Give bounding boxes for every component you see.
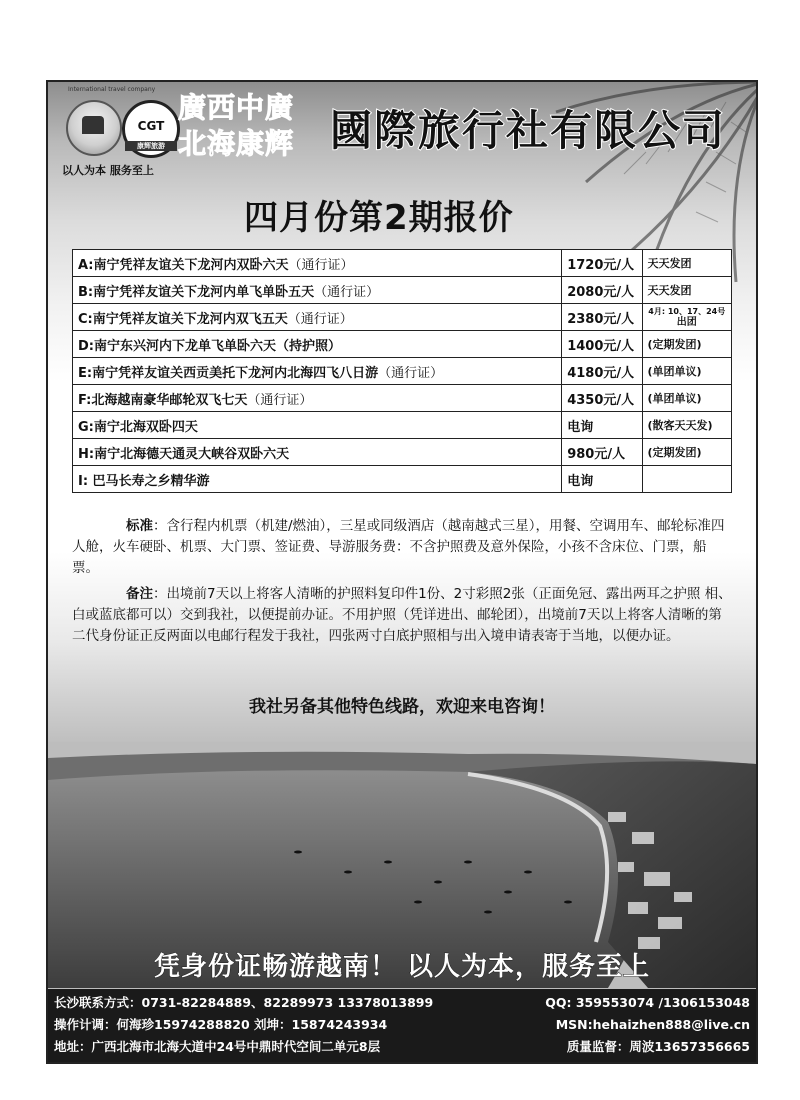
contact-row — [54, 1037, 750, 1057]
note-cell: (单团单议) — [642, 358, 731, 385]
note-cell — [642, 304, 731, 331]
company-name: 國際旅行社有限公司 — [330, 106, 727, 155]
price-cell: 980元/人 — [562, 439, 642, 466]
price-table — [72, 249, 732, 493]
table-row — [73, 385, 732, 412]
company-name-line1: 廣西中廣 — [178, 91, 295, 124]
route-name: A:南宁凭祥友谊关下龙河内双卧六天 — [78, 257, 289, 273]
route-permit: （通行证） — [288, 257, 354, 273]
route-permit: （通行证） — [378, 365, 444, 381]
company-name-line2: 北海康辉 — [178, 127, 295, 160]
route-cell — [73, 277, 562, 304]
poster — [46, 80, 758, 1064]
route-name: B:南宁凭祥友谊关下龙河内单飞单卧五天 — [78, 284, 315, 300]
note-cell: 天天发团 — [642, 250, 731, 277]
table-row — [73, 466, 732, 493]
route-cell — [73, 385, 562, 412]
price-cell: 1720元/人 — [562, 250, 642, 277]
route-permit: （通行证） — [314, 284, 380, 300]
route-permit: （通行证） — [247, 392, 313, 408]
qq-contact: QQ: 359553074 /1306153048 — [545, 995, 750, 1010]
price-cell: 2080元/人 — [562, 277, 642, 304]
route-cell — [73, 250, 562, 277]
route-name: F:北海越南豪华邮轮双飞七天 — [78, 392, 248, 408]
contact-row — [54, 1015, 750, 1035]
note-cell: (散客天天发) — [642, 412, 731, 439]
price-cell: 2380元/人 — [562, 304, 642, 331]
price-cell: 电询 — [562, 412, 642, 439]
price-cell: 1400元/人 — [562, 331, 642, 358]
standard-label: 标准 — [126, 518, 153, 534]
route-name: H:南宁北海德天通灵大峡谷双卧六天 — [78, 446, 290, 462]
page-title: 四月份第2期报价 — [244, 198, 514, 238]
invite-text: 我社另备其他特色线路，欢迎来电咨询！ — [249, 697, 555, 717]
remark-paragraph — [72, 584, 732, 647]
price-cell: 电询 — [562, 466, 642, 493]
remark-text: ：出境前7天以上将客人清晰的护照料复印件1份、2寸彩照2张（正面免冠、露出两耳之护照 相、白或蓝底都可以）交到我社，以便提前办证。不用护照（凭详进出、邮轮团），出境前7天以上将客人清晰的第二代身份证正反两面以电邮行程发于我社，四张两寸白底护照相与出入境申请表寄于当地，以便办证。 — [72, 586, 732, 644]
logos — [62, 96, 180, 158]
note-dates: 4月: 10、17、24号 — [648, 307, 726, 316]
route-cell — [73, 331, 562, 358]
route-cell — [73, 439, 562, 466]
table-row — [73, 412, 732, 439]
msn-contact: MSN:hehaizhen888@live.cn — [555, 1017, 750, 1032]
address: 地址：广西北海市北海大道中24号中鼎时代空间二单元8层 — [54, 1039, 381, 1054]
standard-paragraph — [72, 516, 732, 579]
note-cell: 天天发团 — [642, 277, 731, 304]
route-cell — [73, 358, 562, 385]
contact-bar — [48, 989, 756, 1062]
cgt-logo-text: CGT — [137, 119, 165, 133]
note-cell: (定期发团) — [642, 331, 731, 358]
route-permit: （通行证） — [287, 311, 353, 327]
price-cell: 4180元/人 — [562, 358, 642, 385]
footer-slogan: 凭身份证畅游越南！ 以人为本，服务至上 — [153, 952, 651, 982]
cgt-logo-subtext: 康辉旅游 — [125, 141, 177, 151]
table-row — [73, 331, 732, 358]
note-cell — [642, 466, 731, 493]
route-name: I: 巴马长寿之乡精华游 — [78, 473, 210, 489]
route-name: D:南宁东兴河内下龙单飞单卧六天（持护照） — [78, 338, 341, 354]
gate-logo-icon — [66, 100, 122, 156]
route-cell — [73, 412, 562, 439]
quality-supervisor: 质量监督：周波13657356665 — [566, 1039, 750, 1054]
route-name: E:南宁凭祥友谊关西贡美托下龙河内北海四飞八日游 — [78, 365, 379, 381]
table-row — [73, 304, 732, 331]
operators-contact: 操作计调：何海珍15974288820 刘坤：15874243934 — [54, 1017, 388, 1032]
contact-row — [54, 993, 750, 1013]
logo-slogan: 以人为本 服务至上 — [62, 164, 154, 177]
table-row — [73, 358, 732, 385]
cgt-logo — [122, 100, 180, 158]
table-row — [73, 439, 732, 466]
route-name: C:南宁凭祥友谊关下龙河内双飞五天 — [78, 311, 288, 327]
route-cell — [73, 304, 562, 331]
table-row — [73, 277, 732, 304]
note-cell: (单团单议) — [642, 385, 731, 412]
route-name: G:南宁北海双卧四天 — [78, 419, 198, 435]
remark-label: 备注 — [126, 586, 153, 602]
table-row — [73, 250, 732, 277]
standard-text: ：含行程内机票（机建/燃油），三星或同级酒店（越南越式三星），用餐、空调用车、邮轮标准四人舱，火车硬卧、机票、大门票、签证费、导游服务费：不含护照费及意外保险，小孩不含床位、门票，船票。 — [72, 518, 725, 576]
price-cell: 4350元/人 — [562, 385, 642, 412]
route-cell — [73, 466, 562, 493]
company-name-short — [178, 90, 294, 162]
changsha-contact: 长沙联系方式：0731-82284889、82289973 13378013899 — [54, 995, 434, 1010]
company-tagline-small: International travel company — [68, 86, 156, 93]
note-cell: (定期发团) — [642, 439, 731, 466]
note-text: 出团 — [676, 317, 697, 328]
